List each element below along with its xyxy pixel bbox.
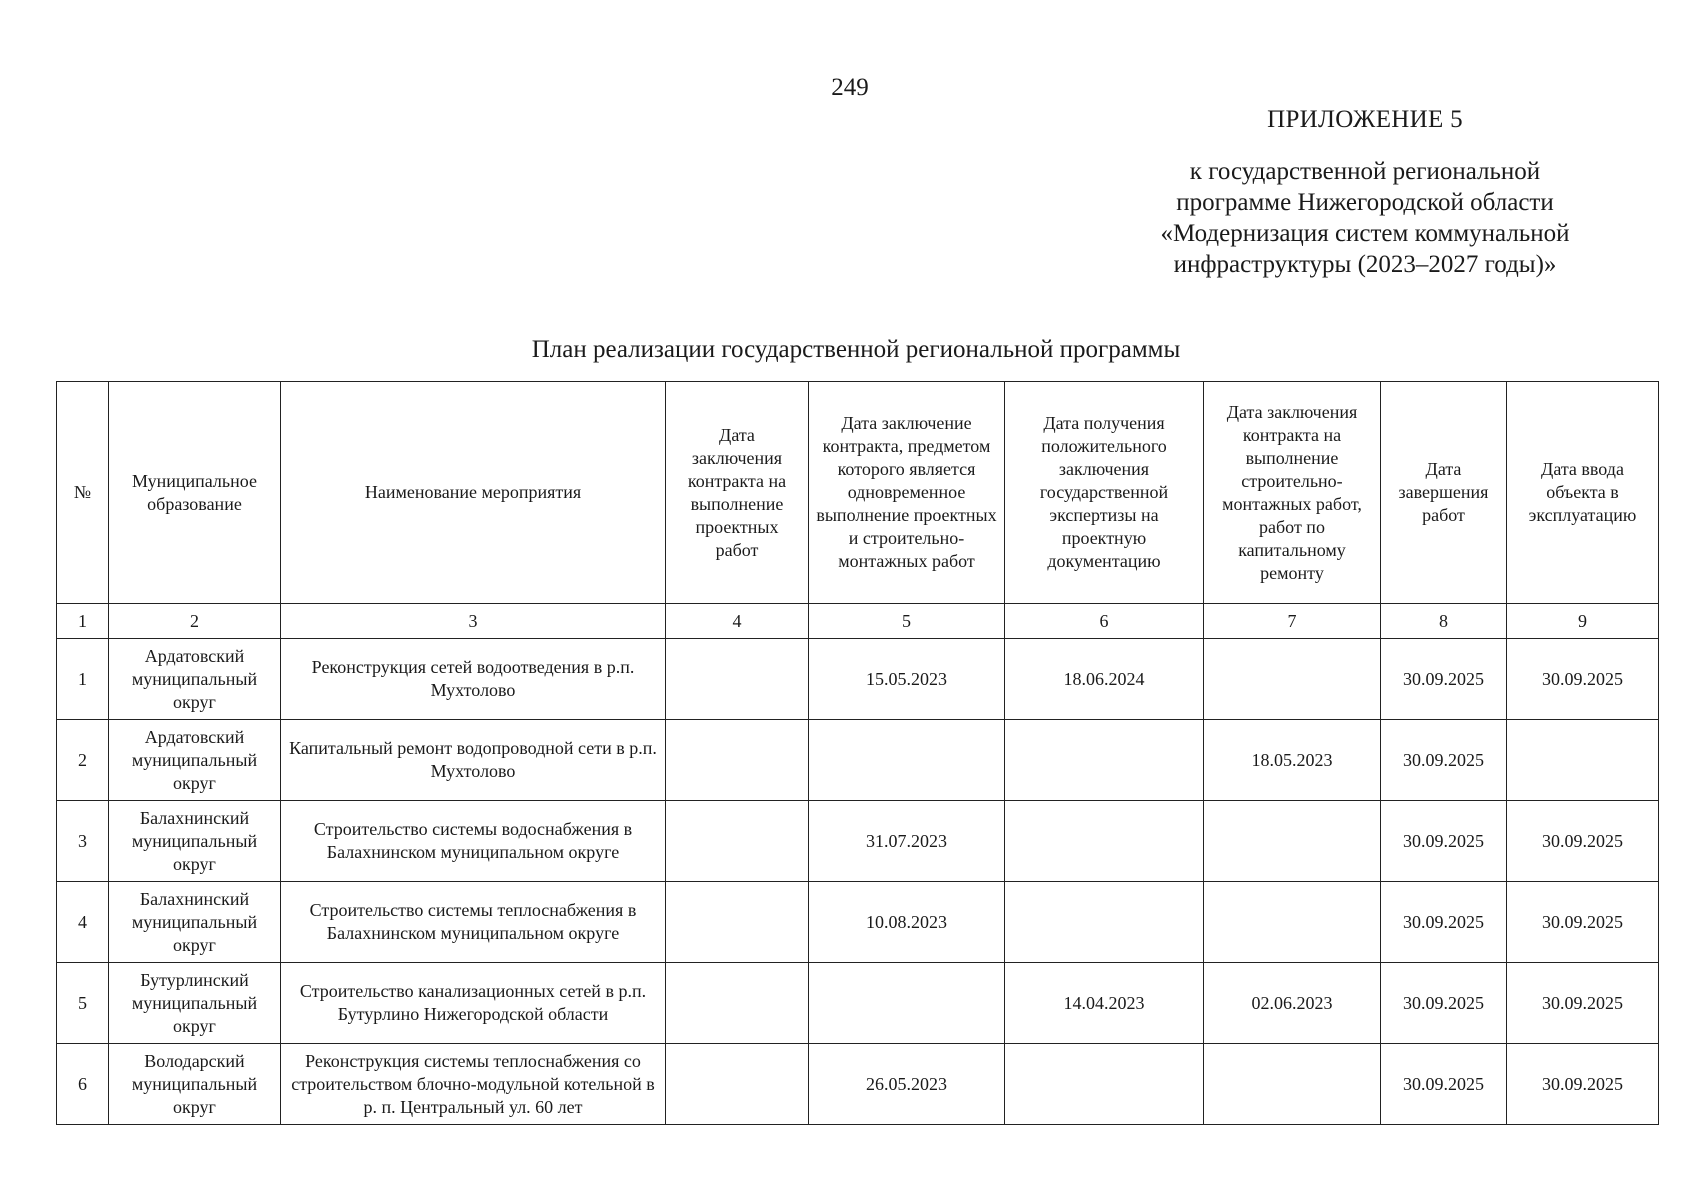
municipality-cell: Бутурлинский муниципальный округ: [109, 963, 281, 1044]
municipality-cell: Ардатовский муниципальный округ: [109, 720, 281, 801]
table-row: [57, 882, 1659, 963]
row-number-cell: 4: [57, 882, 109, 963]
combined-contract-date-cell: [809, 963, 1005, 1044]
activity-cell: Строительство системы водоснабжения в Балахнинском муниципальном округе: [281, 801, 666, 882]
design-contract-date-cell: [666, 801, 809, 882]
completion-date-cell: 30.09.2025: [1381, 963, 1507, 1044]
expertise-date-cell: 14.04.2023: [1005, 963, 1204, 1044]
table-header-row: [57, 382, 1659, 604]
construction-contract-date-cell: [1204, 1044, 1381, 1125]
plan-table: [56, 381, 1659, 1125]
design-contract-date-cell: [666, 1044, 809, 1125]
expertise-date-cell: [1005, 801, 1204, 882]
header-cell: Дата заключение контракта, предметом которого является одновременное выполнение проектных и строительно-монтажных работ: [809, 382, 1005, 604]
design-contract-date-cell: [666, 882, 809, 963]
table-row: [57, 720, 1659, 801]
municipality-cell: Ардатовский муниципальный округ: [109, 639, 281, 720]
header-cell: Дата заключения контракта на выполнение строительно-монтажных работ, работ по капитальному ремонту: [1204, 382, 1381, 604]
completion-date-cell: 30.09.2025: [1381, 882, 1507, 963]
row-number-cell: 3: [57, 801, 109, 882]
activity-cell: Капитальный ремонт водопроводной сети в р.п. Мухтолово: [281, 720, 666, 801]
completion-date-cell: 30.09.2025: [1381, 639, 1507, 720]
column-number-cell: 7: [1204, 604, 1381, 639]
construction-contract-date-cell: [1204, 801, 1381, 882]
table-row: [57, 639, 1659, 720]
commissioning-date-cell: 30.09.2025: [1507, 1044, 1659, 1125]
column-number-cell: 9: [1507, 604, 1659, 639]
commissioning-date-cell: [1507, 720, 1659, 801]
column-number-cell: 5: [809, 604, 1005, 639]
construction-contract-date-cell: 02.06.2023: [1204, 963, 1381, 1044]
combined-contract-date-cell: 15.05.2023: [809, 639, 1005, 720]
commissioning-date-cell: 30.09.2025: [1507, 882, 1659, 963]
table-row: [57, 1044, 1659, 1125]
header-cell: Наименование мероприятия: [281, 382, 666, 604]
column-number-cell: 1: [57, 604, 109, 639]
expertise-date-cell: [1005, 1044, 1204, 1125]
header-cell: Дата завершения работ: [1381, 382, 1507, 604]
combined-contract-date-cell: [809, 720, 1005, 801]
row-number-cell: 1: [57, 639, 109, 720]
commissioning-date-cell: 30.09.2025: [1507, 801, 1659, 882]
plan-title: План реализации государственной региональной программы: [531, 336, 1181, 363]
construction-contract-date-cell: 18.05.2023: [1204, 720, 1381, 801]
completion-date-cell: 30.09.2025: [1381, 1044, 1507, 1125]
header-cell: Дата заключения контракта на выполнение проектных работ: [666, 382, 809, 604]
appendix-line: инфраструктуры (2023–2027 годы)»: [1173, 251, 1557, 278]
column-number-cell: 3: [281, 604, 666, 639]
design-contract-date-cell: [666, 963, 809, 1044]
commissioning-date-cell: 30.09.2025: [1507, 963, 1659, 1044]
row-number-cell: 6: [57, 1044, 109, 1125]
construction-contract-date-cell: [1204, 882, 1381, 963]
municipality-cell: Балахнинский муниципальный округ: [109, 882, 281, 963]
construction-contract-date-cell: [1204, 639, 1381, 720]
page-number: 249: [831, 74, 869, 101]
activity-cell: Строительство системы теплоснабжения в Балахнинском муниципальном округе: [281, 882, 666, 963]
column-number-cell: 6: [1005, 604, 1204, 639]
municipality-cell: Балахнинский муниципальный округ: [109, 801, 281, 882]
commissioning-date-cell: 30.09.2025: [1507, 639, 1659, 720]
activity-cell: Реконструкция сетей водоотведения в р.п. Мухтолово: [281, 639, 666, 720]
header-cell: Муниципальное образование: [109, 382, 281, 604]
table-row: [57, 801, 1659, 882]
expertise-date-cell: [1005, 720, 1204, 801]
design-contract-date-cell: [666, 720, 809, 801]
design-contract-date-cell: [666, 639, 809, 720]
combined-contract-date-cell: 26.05.2023: [809, 1044, 1005, 1125]
expertise-date-cell: 18.06.2024: [1005, 639, 1204, 720]
expertise-date-cell: [1005, 882, 1204, 963]
appendix-title: ПРИЛОЖЕНИЕ 5: [1267, 106, 1463, 133]
column-number-row: [57, 604, 1659, 639]
municipality-cell: Володарский муниципальный округ: [109, 1044, 281, 1125]
activity-cell: Строительство канализационных сетей в р.п. Бутурлино Нижегородской области: [281, 963, 666, 1044]
appendix-line: «Модернизация систем коммунальной: [1160, 220, 1570, 247]
header-cell: Дата получения положительного заключения государственной экспертизы на проектную документацию: [1005, 382, 1204, 604]
completion-date-cell: 30.09.2025: [1381, 720, 1507, 801]
appendix-subtitle: [1100, 156, 1630, 280]
combined-contract-date-cell: 10.08.2023: [809, 882, 1005, 963]
appendix-line: к государственной региональной: [1189, 158, 1541, 185]
table-row: [57, 963, 1659, 1044]
appendix-line: программе Нижегородской области: [1176, 189, 1554, 216]
row-number-cell: 2: [57, 720, 109, 801]
row-number-cell: 5: [57, 963, 109, 1044]
column-number-cell: 4: [666, 604, 809, 639]
column-number-cell: 2: [109, 604, 281, 639]
completion-date-cell: 30.09.2025: [1381, 801, 1507, 882]
header-cell: №: [57, 382, 109, 604]
header-cell: Дата ввода объекта в эксплуатацию: [1507, 382, 1659, 604]
combined-contract-date-cell: 31.07.2023: [809, 801, 1005, 882]
activity-cell: Реконструкция системы теплоснабжения со строительством блочно-модульной котельной в р. п. Центральный ул. 60 лет: [281, 1044, 666, 1125]
column-number-cell: 8: [1381, 604, 1507, 639]
